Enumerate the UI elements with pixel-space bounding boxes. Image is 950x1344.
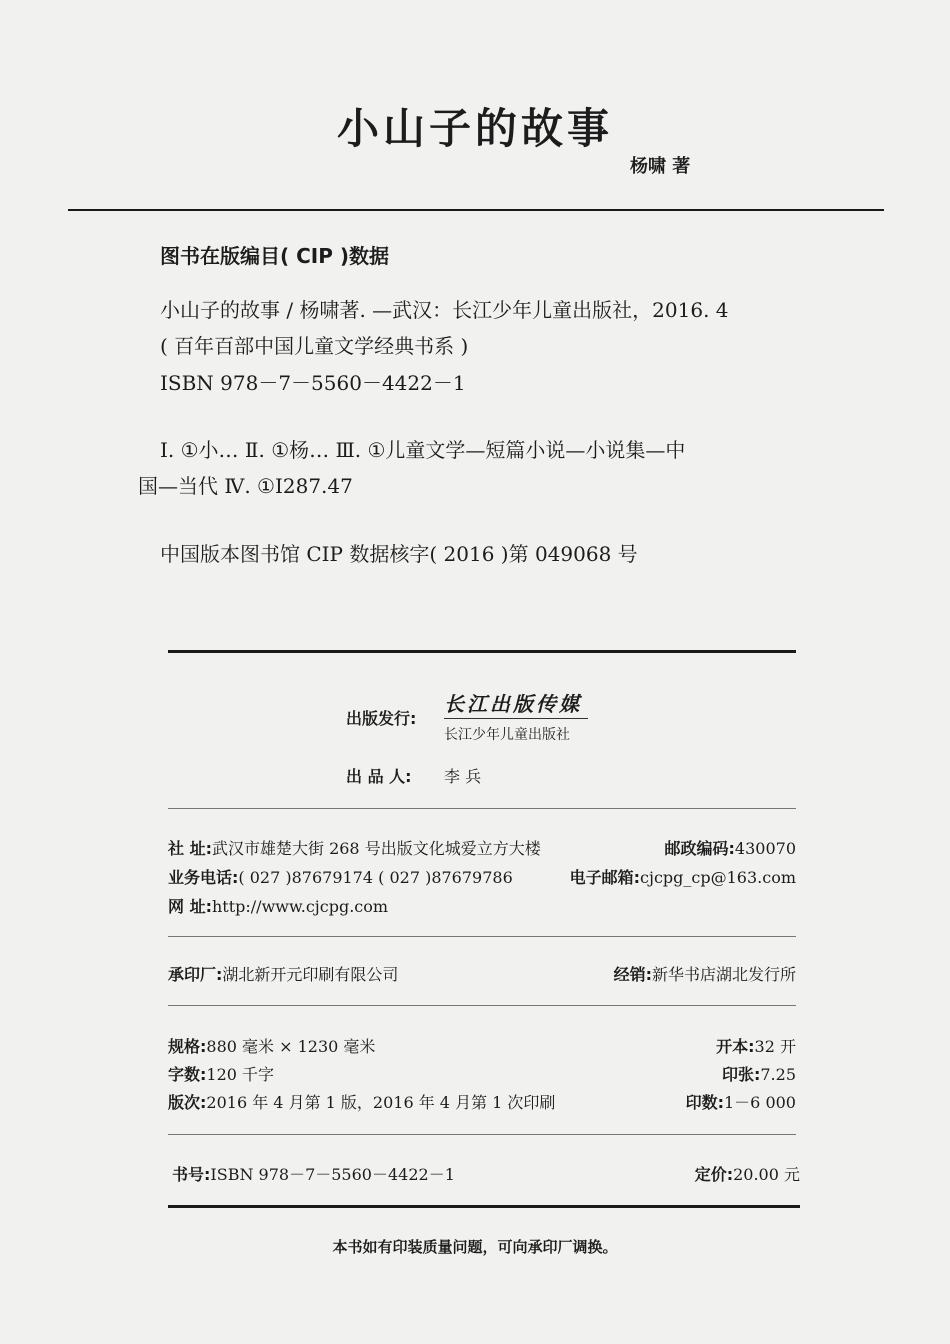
postcode-row [620,836,796,859]
producer-label: 出 品 人: [346,767,412,786]
address-value: 武汉市雄楚大街 268 号出版文化城爱立方大楼 [211,839,541,858]
edition-value: 2016 年 4 月第 1 版，2016 年 4 月第 1 次印刷 [206,1093,556,1112]
web-value: http://www.cjcpg.com [211,897,389,916]
format-row [620,1034,796,1057]
divider-2 [168,936,796,937]
size-value: 880 毫米 × 1230 毫米 [206,1037,376,1056]
format-value: 32 开 [754,1037,796,1056]
distributor-row [556,962,796,985]
words-row [168,1062,274,1085]
printer-row [168,962,398,985]
cip-heading: 图书在版编目( CIP )数据 [160,244,389,268]
phone-row [168,865,513,888]
isbn-row [172,1162,455,1185]
email-value: cjcpg_cp@163.com [640,868,796,887]
edition-label: 版次: [168,1093,207,1112]
cip-line-4: Ⅰ. ①小… Ⅱ. ①杨… Ⅲ. ①儿童文学—短篇小说—小说集—中 [160,438,686,462]
print-count-row [620,1090,796,1113]
isbn-value: ISBN 978－7－5560－4422－1 [210,1165,455,1184]
cip-line-5: 国—当代 Ⅳ. ①I287.47 [138,474,353,498]
publisher-name: 长江少年儿童出版社 [444,727,570,743]
size-label: 规格: [168,1037,207,1056]
postcode-label: 邮政编码: [664,839,735,858]
bottom-rule [168,1205,800,1208]
price-label: 定价: [694,1165,734,1184]
distributor-value: 新华书店湖北发行所 [651,965,796,984]
cip-line-3: ISBN 978－7－5560－4422－1 [160,371,466,395]
top-rule [68,209,884,211]
web-label: 网 址: [168,897,212,916]
publisher-rule-top [168,650,796,653]
phone-value: ( 027 )87679174 ( 027 )87679786 [238,868,513,887]
email-row [556,865,796,888]
author-line: 杨啸 著 [630,156,691,177]
sheets-value: 7.25 [760,1065,796,1084]
address-row [168,836,541,859]
divider-3 [168,1005,796,1006]
printer-label: 承印厂: [168,965,223,984]
producer-name: 李 兵 [444,767,482,786]
phone-label: 业务电话: [168,868,239,887]
printer-value: 湖北新开元印刷有限公司 [222,965,399,984]
edition-row [168,1090,555,1113]
divider-1 [168,808,796,809]
words-label: 字数: [168,1065,207,1084]
print-count-label: 印数: [685,1093,724,1112]
publisher-label: 出版发行: [346,709,417,728]
price-row [620,1162,800,1185]
web-row [168,894,388,917]
postcode-value: 430070 [734,839,796,858]
format-label: 开本: [716,1037,755,1056]
email-label: 电子邮箱: [569,868,641,887]
publisher-logo: 长江出版传媒 [444,692,582,716]
cip-line-2: ( 百年百部中国儿童文学经典书系 ) [160,334,469,358]
logo-underline [444,718,588,719]
divider-4 [168,1134,796,1135]
print-count-value: 1－6 000 [724,1093,796,1112]
cip-verify: 中国版本图书馆 CIP 数据核字( 2016 )第 049068 号 [160,542,638,566]
book-title: 小山子的故事 [336,104,613,153]
words-value: 120 千字 [206,1065,275,1084]
cip-line-1: 小山子的故事 / 杨啸著. —武汉：长江少年儿童出版社，2016. 4 [160,298,729,322]
sheets-label: 印张: [721,1065,761,1084]
isbn-label: 书号: [172,1165,211,1184]
distributor-label: 经销: [613,965,652,984]
price-value: 20.00 元 [733,1165,800,1184]
address-label: 社 址: [168,839,212,858]
sheets-row [620,1062,796,1085]
size-row [168,1034,375,1057]
quality-notice: 本书如有印装质量问题，可向承印厂调换。 [332,1238,618,1256]
